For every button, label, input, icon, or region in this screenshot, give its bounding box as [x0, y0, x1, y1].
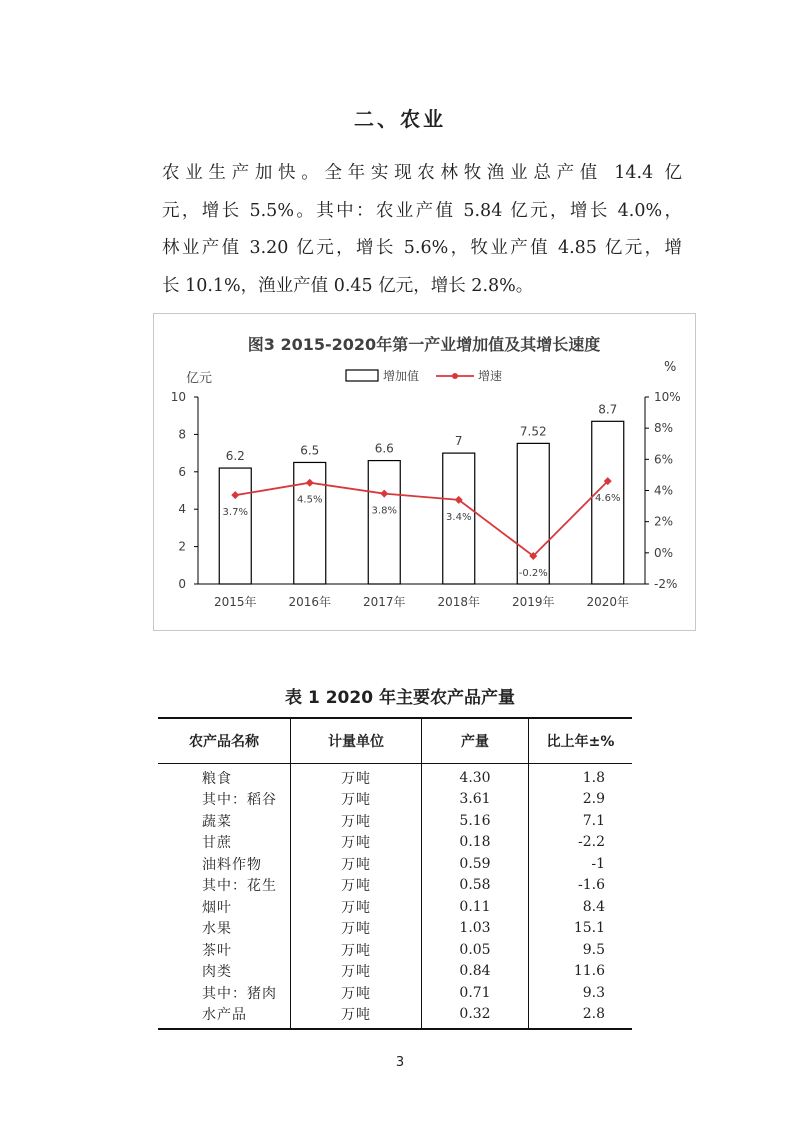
section-heading: 二、农业	[354, 107, 446, 131]
bar-value-label: 7.52	[519, 424, 547, 439]
cell-unit: 万吨	[291, 961, 422, 983]
paragraph-line: 林业产值 3.20 亿元，增长 5.6%，牧业产值 4.85 亿元，增	[162, 238, 682, 258]
cell-output: 0.05	[422, 939, 529, 961]
x-tick-label: 2015年	[213, 595, 257, 609]
cell-product-name: 水果	[202, 921, 232, 938]
y2-tick-label: 4%	[654, 483, 674, 498]
y2-tick-label: 2%	[654, 514, 674, 529]
line-series	[223, 477, 621, 579]
legend-bar-label: 增加值	[383, 369, 420, 383]
cell-product-name: 烟叶	[202, 899, 232, 916]
cell-output: 0.18	[422, 832, 529, 854]
cell-change: 1.8	[529, 764, 633, 789]
table-row	[158, 961, 632, 983]
cell-change: 15.1	[529, 918, 633, 940]
cell-product-name: 茶叶	[202, 942, 232, 959]
bar-value-label: 7	[454, 434, 463, 449]
table-row	[158, 789, 632, 811]
cell-unit: 万吨	[291, 853, 422, 875]
y-tick-label: 2	[178, 539, 186, 554]
table-title: 表 1 2020 年主要农产品产量	[285, 688, 515, 708]
y2-axis-label: %	[664, 360, 677, 375]
x-tick-label: 2018年	[437, 595, 481, 609]
cell-unit: 万吨	[291, 832, 422, 854]
bar-value-label: 6.2	[225, 449, 245, 464]
chart-frame	[153, 313, 696, 631]
table-row	[158, 875, 632, 897]
cell-unit: 万吨	[291, 939, 422, 961]
cell-unit: 万吨	[291, 918, 422, 940]
y-tick-label: 6	[178, 464, 186, 479]
x-tick-label: 2017年	[362, 595, 406, 609]
cell-change: -2.2	[529, 832, 633, 854]
cell-product-name: 其中：稻谷	[202, 792, 277, 809]
combo-chart	[154, 314, 695, 630]
cell-product-name: 粮食	[202, 770, 232, 787]
paragraph-line: 长 10.1%，渔业产值 0.45 亿元，增长 2.8%。	[162, 275, 534, 296]
bar-value-label: 8.7	[598, 402, 618, 417]
y-tick-label: 0	[178, 577, 186, 591]
cell-unit: 万吨	[291, 1004, 422, 1030]
cell-unit: 万吨	[291, 789, 422, 811]
table-row	[158, 1004, 632, 1030]
table-row	[158, 764, 632, 789]
bar-series	[219, 402, 624, 584]
cell-product-name: 其中：花生	[202, 878, 277, 895]
y2-tick-label: -2%	[654, 577, 678, 591]
table-header-row	[158, 718, 632, 764]
y2-tick-label: 10%	[654, 390, 681, 404]
cell-change: -1	[529, 853, 633, 875]
y2-tick-label: 8%	[654, 421, 674, 436]
cell-output: 0.59	[422, 853, 529, 875]
header-change: 比上年±%	[529, 718, 633, 764]
table-row	[158, 896, 632, 918]
cell-change: 7.1	[529, 810, 633, 832]
cell-output: 0.84	[422, 961, 529, 983]
legend-line-marker	[452, 373, 458, 379]
cell-unit: 万吨	[291, 764, 422, 789]
table-row	[158, 918, 632, 940]
table-row	[158, 939, 632, 961]
cell-output: 4.30	[422, 764, 529, 789]
cell-change: 8.4	[529, 896, 633, 918]
cell-unit: 万吨	[291, 896, 422, 918]
table-body	[158, 764, 632, 1030]
y-tick-label: 4	[178, 502, 186, 517]
growth-label: 4.5%	[297, 494, 323, 506]
cell-product-name: 其中：猪肉	[202, 985, 277, 1002]
y-tick-label: 10	[170, 390, 186, 404]
header-output: 产量	[422, 718, 529, 764]
x-tick-label: 2016年	[288, 595, 332, 609]
legend-bar-swatch	[346, 370, 378, 381]
cell-change: 9.5	[529, 939, 633, 961]
cell-output: 0.32	[422, 1004, 529, 1030]
table-row	[158, 982, 632, 1004]
y2-tick-label: 0%	[654, 545, 674, 560]
bar-value-label: 6.5	[300, 443, 320, 458]
paragraph-line: 元，增长 5.5%。其中：农业产值 5.84 亿元，增长 4.0%，	[162, 200, 682, 221]
legend-line-label: 增速	[478, 369, 503, 383]
cell-product-name: 蔬菜	[202, 813, 232, 830]
produce-table	[158, 717, 632, 1030]
cell-output: 0.11	[422, 896, 529, 918]
bar	[219, 468, 251, 584]
growth-label: 4.6%	[595, 493, 621, 505]
paragraph-line: 农业生产加快。全年实现农林牧渔业总产值 14.4 亿	[162, 163, 682, 183]
cell-output: 3.61	[422, 789, 529, 811]
cell-product-name: 甘蔗	[202, 835, 232, 852]
cell-product-name: 肉类	[202, 964, 232, 981]
cell-product-name: 油料作物	[202, 856, 262, 873]
cell-unit: 万吨	[291, 982, 422, 1004]
table-row	[158, 853, 632, 875]
cell-unit: 万吨	[291, 810, 422, 832]
cell-change: 9.3	[529, 982, 633, 1004]
chart-title: 图3 2015-2020年第一产业增加值及其增长速度	[247, 335, 601, 354]
cell-product-name: 水产品	[158, 1004, 291, 1030]
table-row	[158, 832, 632, 854]
cell-output: 0.58	[422, 875, 529, 897]
cell-change: -1.6	[529, 875, 633, 897]
cell-output: 0.71	[422, 982, 529, 1004]
legend	[346, 368, 502, 383]
y2-tick-label: 6%	[654, 452, 674, 467]
cell-output: 1.03	[422, 918, 529, 940]
y-tick-label: 8	[178, 427, 186, 442]
growth-label: 3.7%	[222, 507, 248, 519]
agriculture-paragraph	[162, 155, 682, 305]
header-unit: 计量单位	[291, 718, 422, 764]
x-tick-label: 2020年	[586, 595, 630, 609]
growth-line	[235, 481, 608, 556]
cell-output: 5.16	[422, 810, 529, 832]
growth-label: -0.2%	[518, 567, 548, 579]
growth-label: 3.8%	[371, 505, 397, 517]
bar-value-label: 6.6	[374, 441, 394, 456]
cell-change: 11.6	[529, 961, 633, 983]
cell-change: 2.9	[529, 789, 633, 811]
header-product-name: 农产品名称	[158, 718, 291, 764]
page-number: 3	[395, 1055, 405, 1070]
cell-change: 2.8	[529, 1004, 633, 1030]
bar	[517, 443, 549, 584]
growth-label: 3.4%	[446, 511, 472, 523]
y-axis-label: 亿元	[186, 371, 213, 386]
bar	[368, 461, 400, 584]
table-row	[158, 810, 632, 832]
cell-unit: 万吨	[291, 875, 422, 897]
x-tick-label: 2019年	[511, 595, 555, 609]
